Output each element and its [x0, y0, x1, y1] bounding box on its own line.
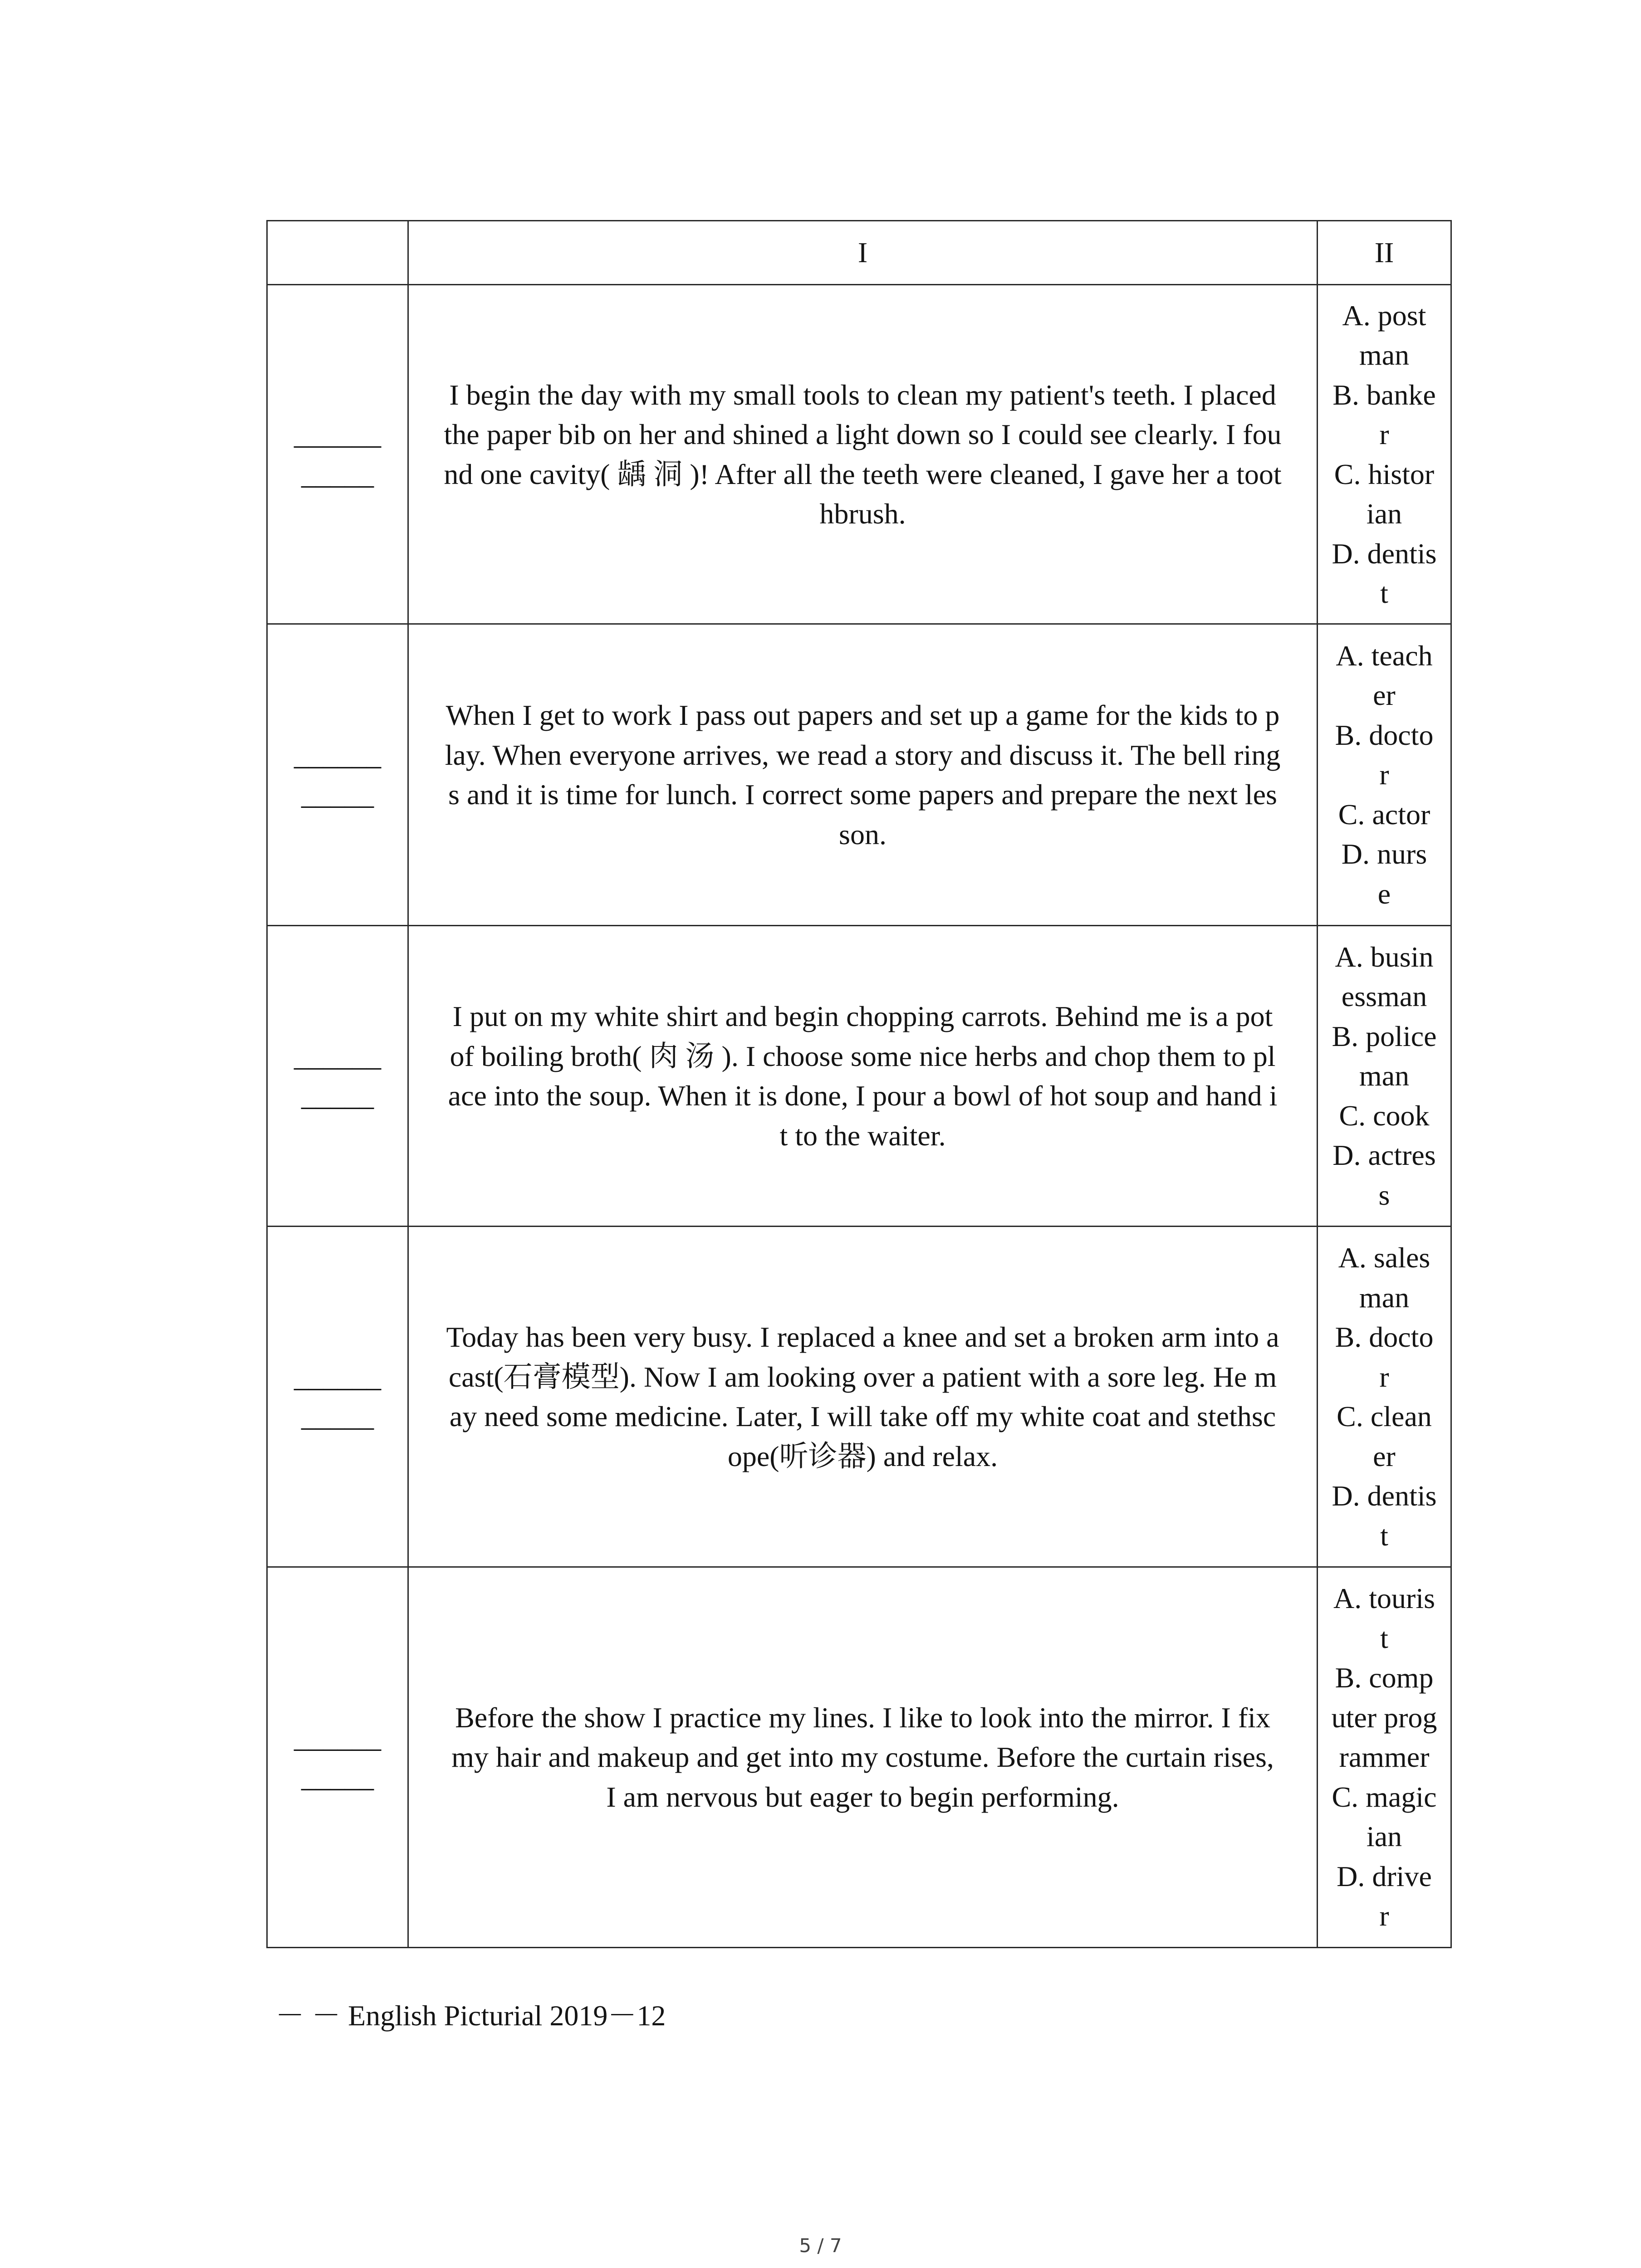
answer-blank-line: _____	[301, 1400, 374, 1432]
option-line: A. touris	[1333, 1582, 1435, 1615]
option-line: B. docto	[1335, 1321, 1434, 1353]
passage-line: ope(听诊器) and relax.	[727, 1440, 998, 1472]
column-heading: I	[857, 236, 868, 269]
option-line: r	[1379, 1900, 1389, 1932]
question-row	[267, 624, 1451, 926]
answer-blank-line: _____	[301, 778, 374, 811]
passage-line: I am nervous but eager to begin performing.	[606, 1780, 1119, 1813]
option-line: uter prog	[1331, 1701, 1437, 1734]
answer-blank-cell	[267, 1227, 408, 1567]
passage-line: ay need some medicine. Later, I will take off my white coat and stethsc	[449, 1400, 1276, 1432]
option-line: B. docto	[1335, 719, 1434, 751]
answer-blank-line: ______	[294, 738, 381, 771]
option-line: er	[1373, 679, 1396, 712]
column-heading: II	[1374, 236, 1394, 269]
answer-blank-cell	[267, 285, 408, 624]
question-row	[267, 1227, 1451, 1567]
option-line: ian	[1366, 498, 1402, 530]
matching-table	[266, 220, 1452, 1948]
option-line: r	[1379, 758, 1389, 791]
option-line: B. police	[1332, 1020, 1437, 1052]
passage-line: my hair and makeup and get into my costume. Before the curtain rises,	[451, 1741, 1274, 1774]
passage-line: Before the show I practice my lines. I like to look into the mirror. I fix	[455, 1701, 1270, 1734]
option-line: B. comp	[1335, 1662, 1434, 1694]
answer-blank-cell	[267, 1567, 408, 1948]
options-cell	[1318, 624, 1451, 926]
option-line: man	[1359, 1060, 1410, 1092]
header-column-i	[408, 221, 1318, 285]
passage-cell	[408, 1227, 1318, 1567]
answer-blank-line: ______	[294, 1040, 381, 1072]
header-column-ii	[1318, 221, 1451, 285]
options-cell	[1318, 1567, 1451, 1948]
passage-cell	[408, 285, 1318, 624]
answer-blank-line: _____	[301, 1080, 374, 1112]
option-line: er	[1373, 1440, 1396, 1472]
answer-blank-line: ______	[294, 1360, 381, 1393]
option-line: C. actor	[1338, 798, 1430, 831]
answer-blank-line: _____	[301, 1761, 374, 1793]
passage-cell	[408, 926, 1318, 1227]
passage-line: cast(石膏模型). Now I am looking over a patient with a sore leg. He m	[448, 1360, 1277, 1393]
option-line: t	[1380, 1622, 1388, 1654]
page-number: 5 / 7	[799, 2234, 842, 2257]
answer-blank-line: _____	[301, 458, 374, 490]
question-row	[267, 1567, 1451, 1948]
header-blank-cell	[267, 221, 408, 285]
answer-blank-line: ______	[294, 418, 381, 450]
passage-line: I begin the day with my small tools to clean my patient's teeth. I placed	[449, 378, 1276, 411]
option-line: D. dentis	[1332, 537, 1437, 570]
option-line: D. dentis	[1332, 1480, 1437, 1512]
option-line: C. clean	[1337, 1400, 1432, 1432]
passage-line: I put on my white shirt and begin chopping carrots. Behind me is a pot	[452, 1000, 1273, 1032]
option-line: A. post	[1342, 299, 1426, 332]
passage-line: When I get to work I pass out papers and set up a game for the kids to p	[446, 699, 1280, 731]
option-line: C. cook	[1339, 1099, 1430, 1132]
option-line: A. teach	[1336, 639, 1433, 672]
option-line: t	[1380, 1519, 1388, 1552]
option-line: D. nurs	[1341, 838, 1427, 870]
passage-line: lay. When everyone arrives, we read a story and discuss it. The bell ring	[445, 738, 1281, 771]
passage-line: of boiling broth( 肉 汤 ). I choose some nice herbs and chop them to pl	[450, 1040, 1276, 1072]
option-line: r	[1379, 1360, 1389, 1393]
passage-line: s and it is time for lunch. I correct some papers and prepare the next les	[448, 778, 1277, 811]
option-line: s	[1378, 1178, 1390, 1211]
answer-blank-cell	[267, 624, 408, 926]
option-line: D. drive	[1337, 1860, 1432, 1892]
passage-line: son.	[839, 818, 887, 850]
source-citation: － － English Picturial 2019－12	[275, 1999, 666, 2032]
passage-line: nd one cavity( 龋 洞 )! After all the teeth were cleaned, I gave her a toot	[444, 458, 1282, 490]
options-cell	[1318, 1227, 1451, 1567]
question-row	[267, 926, 1451, 1227]
passage-line: hbrush.	[819, 498, 906, 530]
option-line: rammer	[1339, 1741, 1430, 1774]
option-line: man	[1359, 339, 1410, 371]
passage-line: ace into the soup. When it is done, I pour a bowl of hot soup and hand i	[448, 1080, 1278, 1112]
options-cell	[1318, 926, 1451, 1227]
option-line: r	[1379, 418, 1389, 450]
passage-line: the paper bib on her and shined a light down so I could see clearly. I fou	[444, 418, 1282, 450]
table-header-row	[267, 221, 1451, 285]
passage-cell	[408, 624, 1318, 926]
option-line: essman	[1341, 980, 1427, 1013]
option-line: B. banke	[1332, 378, 1436, 411]
passage-line: Today has been very busy. I replaced a knee and set a broken arm into a	[446, 1321, 1279, 1353]
option-line: C. magic	[1332, 1780, 1437, 1813]
option-line: D. actres	[1332, 1139, 1436, 1172]
passage-cell	[408, 1567, 1318, 1948]
answer-blank-cell	[267, 926, 408, 1227]
answer-blank-line: ______	[294, 1721, 381, 1754]
options-cell	[1318, 285, 1451, 624]
option-line: C. histor	[1334, 458, 1435, 490]
option-line: A. sales	[1338, 1242, 1430, 1274]
option-line: e	[1377, 877, 1391, 910]
passage-line: t to the waiter.	[779, 1119, 946, 1152]
option-line: t	[1380, 577, 1388, 609]
option-line: A. busin	[1335, 940, 1434, 973]
question-row	[267, 285, 1451, 624]
option-line: ian	[1366, 1820, 1402, 1853]
option-line: man	[1359, 1281, 1410, 1314]
